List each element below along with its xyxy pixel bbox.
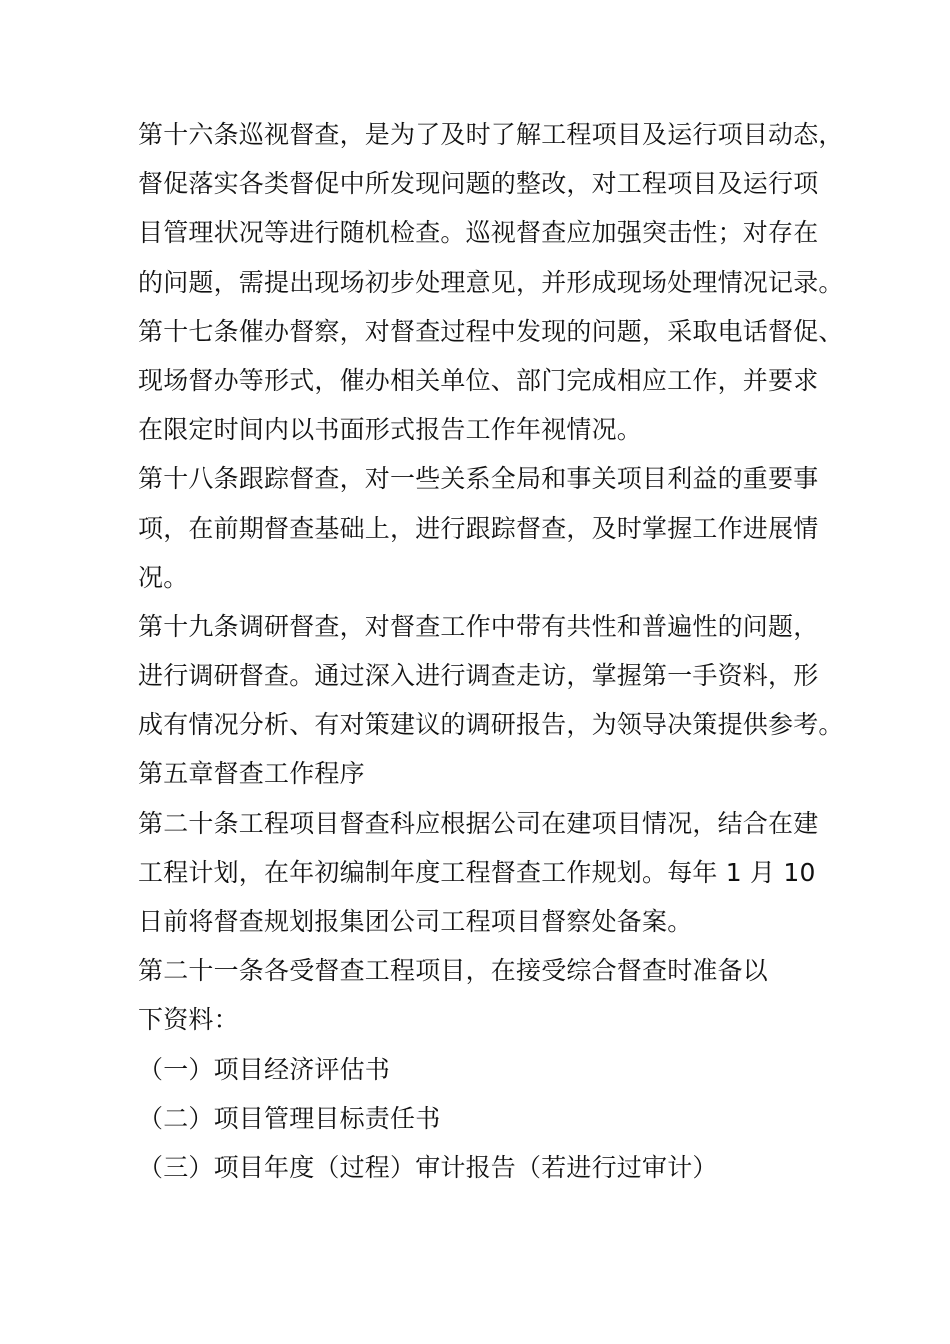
text-line: 工程计划，在年初编制年度工程督查工作规划。每年 1 月 10 <box>138 857 816 887</box>
text-line: 目管理状况等进行随机检查。巡视督查应加强突击性；对存在 <box>138 218 819 248</box>
text-line: 第十六条巡视督查，是为了及时了解工程项目及运行项目动态， <box>138 120 844 149</box>
text-line: 况。 <box>138 562 189 592</box>
text-line: 下资料： <box>138 1005 239 1035</box>
text-line: 第二十一条各受督查工程项目，在接受综合督查时准备以 <box>138 956 769 986</box>
text-line: 第十九条调研督查，对督查工作中带有共性和普遍性的问题， <box>138 611 819 641</box>
text-line: 的问题，需提出现场初步处理意见，并形成现场处理情况记录。 <box>138 267 844 297</box>
list-item: （二）项目管理目标责任书 <box>138 1103 441 1133</box>
text-line: 日前将督查规划报集团公司工程项目督察处备案。 <box>138 907 693 936</box>
text-line: 成有情况分析、有对策建议的调研报告，为领导决策提供参考。 <box>138 710 844 740</box>
list-item: （三）项目年度（过程）审计报告（若进行过审计） <box>138 1152 718 1182</box>
text-line: 项，在前期督查基础上，进行跟踪督查，及时掌握工作进展情 <box>138 513 819 543</box>
text-line: 第十七条催办督察，对督查过程中发现的问题，采取电话督促、 <box>138 316 844 346</box>
text-line: 在限定时间内以书面形式报告工作年视情况。 <box>138 415 643 445</box>
document-body <box>138 110 858 1192</box>
text-line: 第十八条跟踪督查，对一些关系全局和事关项目利益的重要事 <box>138 464 819 494</box>
chapter-heading: 第五章督查工作程序 <box>138 759 365 789</box>
text-line: 现场督办等形式，催办相关单位、部门完成相应工作，并要求 <box>138 365 819 395</box>
text-line: 第二十条工程项目督查科应根据公司在建项目情况，结合在建 <box>138 808 819 838</box>
text-line: 督促落实各类督促中所发现问题的整改，对工程项目及运行项 <box>138 169 819 199</box>
text-line: 进行调研督查。通过深入进行调查走访，掌握第一手资料，形 <box>138 661 819 691</box>
list-item: （一）项目经济评估书 <box>138 1054 391 1084</box>
